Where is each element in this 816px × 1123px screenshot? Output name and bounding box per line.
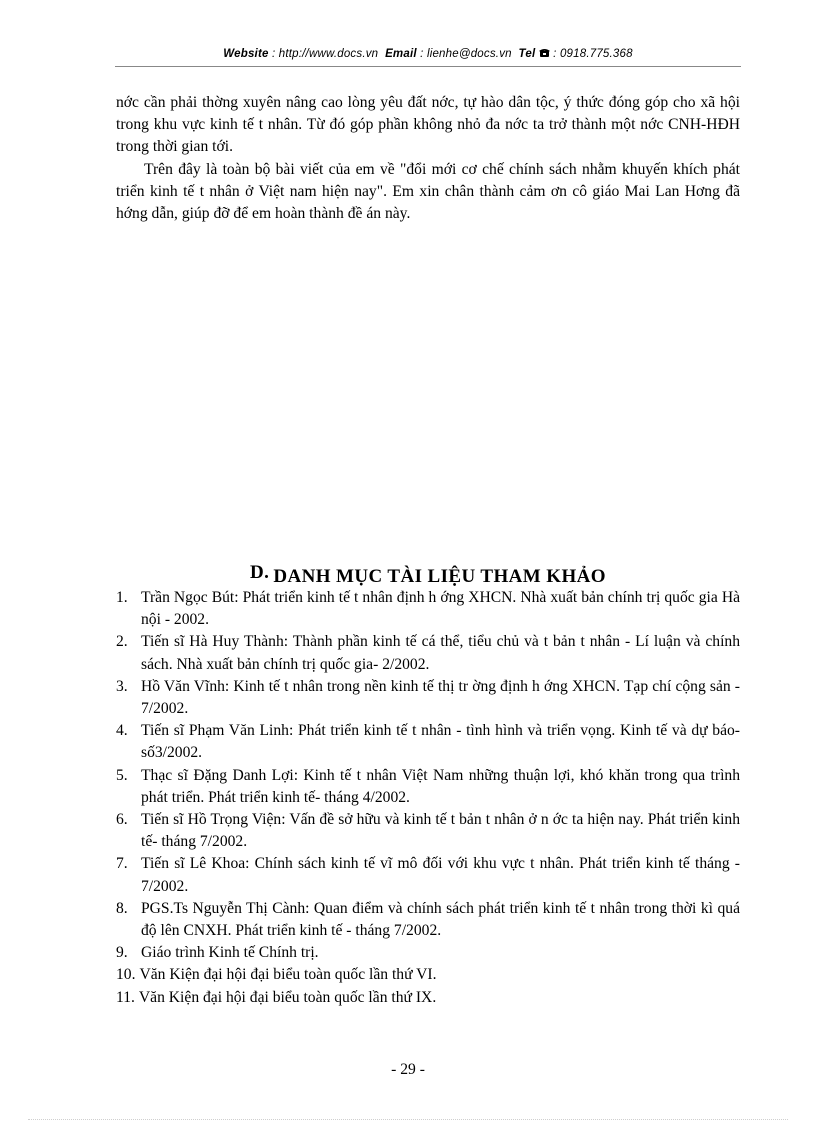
- reference-item: [116, 987, 740, 1009]
- reference-text: Văn Kiện đại hội đại biểu toàn quốc lần thứ VI.: [139, 966, 437, 984]
- reference-number: 7.: [116, 855, 128, 873]
- reference-text: Tiến sĩ Lê Khoa: Chính sách kinh tế vĩ mô đối với khu vực t nhân. Phát triển kinh tế tháng - 7/2002.: [141, 855, 740, 895]
- paragraph-1: nớc cần phải thờng xuyên nâng cao lòng yêu đất nớc, tự hào dân tộc, ý thức đóng góp cho xã hội trong khu vực kinh tế t nhân. Từ đó góp phần không nhỏ đa nớc ta trở thành một nớc CNH-HĐH trong thời gian tới.: [116, 94, 740, 156]
- reference-number: 6.: [116, 811, 128, 829]
- reference-item: [116, 587, 740, 631]
- reference-text: PGS.Ts Nguyễn Thị Cành: Quan điểm và chính sách phát triển kinh tế t nhân trong thời kì quá độ lên CNXH. Phát triển kinh tế - tháng 7/2002.: [141, 899, 740, 940]
- header-divider: [115, 66, 741, 67]
- reference-item: [116, 765, 740, 809]
- reference-item: [116, 964, 740, 986]
- reference-item: [116, 720, 740, 764]
- reference-number: 5.: [116, 766, 128, 784]
- reference-number: 8.: [116, 899, 128, 917]
- phone-icon: [539, 48, 550, 61]
- email-label: Email: [385, 48, 417, 60]
- email-value[interactable]: : lienhe@docs.vn: [420, 48, 512, 60]
- reference-number: 11.: [116, 988, 135, 1006]
- reference-item: [116, 676, 740, 720]
- reference-text: Giáo trình Kinh tế Chính trị.: [141, 944, 319, 962]
- page-number: - 29 -: [391, 1061, 425, 1078]
- body-text: [116, 92, 740, 225]
- website-value[interactable]: : http://www.docs.vn: [272, 48, 379, 60]
- reference-text: Thạc sĩ Đặng Danh Lợi: Kinh tế t nhân Việt Nam những thuận lợi, khó khăn trong qua trình phát triển. Phát triển kinh tế- tháng 4/2002.: [141, 766, 740, 806]
- section-title: DANH MỤC TÀI LIỆU THAM KHẢO: [273, 566, 606, 587]
- reference-number: 4.: [116, 722, 128, 740]
- reference-item: [116, 853, 740, 897]
- paragraph-2: Trên đây là toàn bộ bài viết của em về "đổi mới cơ chế chính sách nhằm khuyến khích phát triển kinh tế t nhân ở Việt nam hiện nay". Em xin chân thành cảm ơn cô giáo Mai Lan Hơng đã hớng dẫn, giúp đỡ để em hoàn thành đề án này.: [116, 160, 740, 223]
- website-label: Website: [223, 48, 269, 60]
- reference-item: [116, 631, 740, 675]
- reference-text: Tiến sĩ Phạm Văn Linh: Phát triển kinh tế t nhân - tình hình và triển vọng. Kinh tế và dự báo- số3/2002.: [141, 722, 740, 762]
- reference-number: 9.: [116, 944, 128, 962]
- reference-item: [116, 942, 740, 964]
- reference-text: Tiến sĩ Hà Huy Thành: Thành phần kinh tế cá thể, tiểu chủ và t bản t nhân - Lí luận và chính sách. Nhà xuất bản chính trị quốc gia- 2/2002.: [141, 633, 740, 673]
- reference-text: Tiến sĩ Hồ Trọng Viện: Vấn đề sở hữu và kinh tế t bản t nhân ở n ớc ta hiện nay. Phát triển kinh tế- tháng 7/2002.: [141, 811, 740, 851]
- tel-label: Tel: [518, 48, 536, 60]
- reference-item: [116, 809, 740, 853]
- reference-number: 1.: [116, 589, 128, 606]
- reference-text: Hồ Văn Vĩnh: Kinh tế t nhân trong nền kinh tế thị tr ờng định h ớng XHCN. Tạp chí cộng sản - 7/2002.: [141, 677, 740, 718]
- section-letter: D.: [250, 562, 270, 583]
- page-header: [115, 48, 741, 61]
- reference-list: [116, 587, 740, 1009]
- footer-divider: [28, 1119, 788, 1120]
- reference-text: Văn Kiện đại hội đại biểu toàn quốc lần thứ IX.: [138, 988, 437, 1006]
- reference-number: 2.: [116, 633, 128, 651]
- reference-item: [116, 898, 740, 942]
- tel-value: : 0918.775.368: [553, 48, 633, 60]
- reference-text: Trần Ngọc Bút: Phát triển kinh tế t nhân định h ớng XHCN. Nhà xuất bản chính trị quốc gia Hà nội - 2002.: [141, 589, 740, 629]
- reference-number: 10.: [116, 966, 136, 984]
- reference-number: 3.: [116, 677, 128, 695]
- section-heading: [116, 562, 740, 588]
